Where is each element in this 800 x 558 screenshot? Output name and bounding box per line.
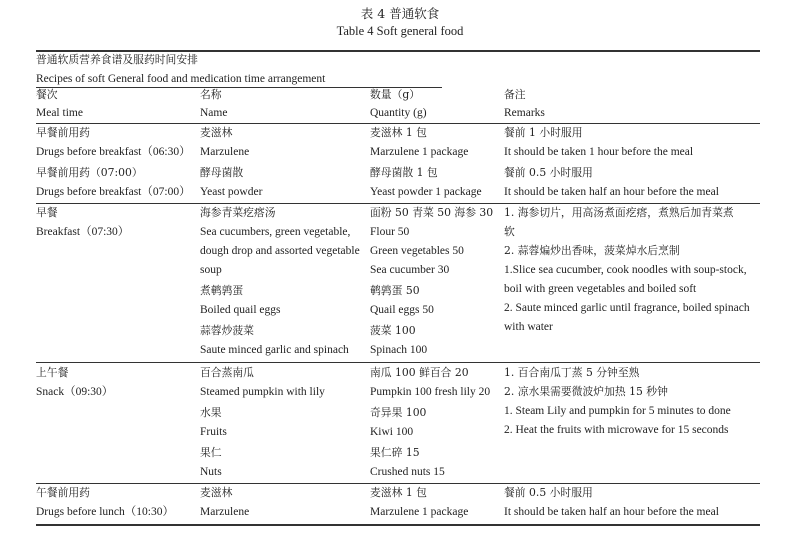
header-meal-en: Meal time	[36, 107, 83, 119]
row4-item2-qty: Kiwi 100	[370, 426, 414, 438]
row1-qty-en: Marzulene 1 package	[370, 146, 469, 158]
row5-meal-zh: 午餐前用药	[36, 486, 90, 499]
table-subtitle-en: Recipes of soft General food and medication time arrangement	[36, 73, 326, 85]
row3-remarks: 1. 海参切片，用高汤煮面疙瘩，煮熟后加青菜煮	[504, 206, 734, 219]
row2-remarks-zh: 餐前 0.5 小时服用	[504, 166, 593, 179]
table-title-en: Table 4 Soft general food	[336, 24, 464, 38]
row4-item3-name-zh: 果仁	[200, 446, 222, 459]
row1-qty-zh: 麦滋林 1 包	[370, 126, 427, 139]
header-name-en: Name	[200, 107, 228, 119]
row3-item1-qty: 面粉 50 青菜 50 海参 30	[370, 206, 494, 219]
row2-name-en: Yeast powder	[200, 186, 263, 198]
row4-item1-qty: Pumpkin 100 fresh lily 20	[370, 386, 491, 398]
header-name-zh: 名称	[200, 88, 222, 101]
table-subtitle-zh: 普通软质营养食谱及服药时间安排	[36, 53, 198, 66]
row3-remarks: boil with green vegetables and boiled soft	[504, 283, 697, 295]
row1-remarks-zh: 餐前 1 小时服用	[504, 126, 583, 139]
row4-meal-zh: 上午餐	[36, 366, 69, 379]
row4-meal-en: Snack（09:30）	[36, 386, 114, 398]
row5-remarks-en: It should be taken half an hour before the meal	[504, 506, 719, 518]
row-rule	[36, 203, 760, 204]
row1-remarks-en: It should be taken 1 hour before the meal	[504, 146, 694, 158]
header-meal-zh: 餐次	[36, 88, 58, 101]
top-rule	[36, 50, 760, 52]
row4-item1-name-zh: 百合蒸南瓜	[200, 366, 254, 379]
row4-item3-qty: 果仁碎 15	[370, 446, 420, 459]
row3-item2-qty: Quail eggs 50	[370, 304, 434, 316]
row5-name-zh: 麦滋林	[200, 486, 233, 499]
row5-meal-en: Drugs before lunch（10:30）	[36, 506, 174, 518]
row3-item3-name-zh: 蒜蓉炒菠菜	[200, 324, 254, 337]
row2-remarks-en: It should be taken half an hour before the meal	[504, 186, 719, 198]
row3-item1-name-zh: 海参青菜疙瘩汤	[200, 206, 276, 219]
row3-item1-name-en: Sea cucumbers, green vegetable,	[200, 226, 351, 238]
row5-qty-en: Marzulene 1 package	[370, 506, 469, 518]
row3-item1-name-en: dough drop and assorted vegetable	[200, 245, 360, 257]
row1-meal-zh: 早餐前用药	[36, 126, 90, 139]
row4-remarks: 1. 百合南瓜丁蒸 5 分钟至熟	[504, 366, 640, 379]
row2-meal-zh: 早餐前用药（07:00）	[36, 166, 143, 179]
row5-remarks-zh: 餐前 0.5 小时服用	[504, 486, 593, 499]
row2-name-zh: 酵母菌散	[200, 166, 244, 179]
row4-item2-name-zh: 水果	[200, 406, 222, 419]
row3-remarks: 2. 蒜蓉煸炒出香味，菠菜焯水后烹制	[504, 244, 680, 257]
row3-item1-qty: Flour 50	[370, 226, 410, 238]
row3-item3-qty: Spinach 100	[370, 344, 428, 356]
row3-remarks: with water	[504, 321, 553, 333]
row3-item2-qty: 鹌鹑蛋 50	[370, 284, 420, 297]
row4-item1-name-en: Steamed pumpkin with lily	[200, 386, 325, 398]
row-rule	[36, 483, 760, 484]
row3-meal-en: Breakfast（07:30）	[36, 226, 130, 238]
row5-qty-zh: 麦滋林 1 包	[370, 486, 427, 499]
header-qty-en: Quantity (g)	[370, 107, 427, 119]
row3-remarks: 软	[504, 225, 515, 238]
row4-item2-qty: 奇异果 100	[370, 406, 427, 419]
row3-remarks: 1.Slice sea cucumber, cook noodles with soup-stock,	[504, 264, 747, 276]
row3-item1-name-en: soup	[200, 264, 222, 276]
row3-item1-qty: Sea cucumber 30	[370, 264, 450, 276]
row1-name-en: Marzulene	[200, 146, 250, 158]
row4-item3-name-en: Nuts	[200, 466, 222, 478]
row3-meal-zh: 早餐	[36, 206, 58, 219]
row2-meal-en: Drugs before breakfast（07:00）	[36, 186, 191, 198]
row4-item1-qty: 南瓜 100 鲜百合 20	[370, 366, 469, 379]
bottom-rule	[36, 524, 760, 526]
table-title-zh: 表 4 普通软食	[360, 6, 440, 21]
row4-remarks: 1. Steam Lily and pumpkin for 5 minutes to done	[504, 405, 731, 417]
row3-item2-name-zh: 煮鹌鹑蛋	[200, 284, 244, 297]
header-qty-zh: 数量（g）	[370, 88, 421, 101]
row3-item3-name-en: Saute minced garlic and spinach	[200, 344, 349, 356]
row5-name-en: Marzulene	[200, 506, 250, 518]
row3-item2-name-en: Boiled quail eggs	[200, 304, 281, 316]
row2-qty-en: Yeast powder 1 package	[370, 186, 482, 198]
row3-item3-qty: 菠菜 100	[370, 324, 416, 337]
row4-item2-name-en: Fruits	[200, 426, 227, 438]
header-rule	[36, 123, 760, 124]
row3-item1-qty: Green vegetables 50	[370, 245, 464, 257]
row-rule	[36, 362, 760, 363]
row1-meal-en: Drugs before breakfast（06:30）	[36, 146, 191, 158]
row1-name-zh: 麦滋林	[200, 126, 233, 139]
row4-item3-qty: Crushed nuts 15	[370, 466, 445, 478]
row3-remarks: 2. Saute minced garlic until fragrance, boiled spinach	[504, 302, 750, 314]
header-remarks-zh: 备注	[504, 88, 526, 101]
header-remarks-en: Remarks	[504, 107, 545, 119]
row4-remarks: 2. 凉水果需要微波炉加热 15 秒钟	[504, 385, 668, 398]
row2-qty-zh: 酵母菌散 1 包	[370, 166, 438, 179]
row4-remarks: 2. Heat the fruits with microwave for 15 seconds	[504, 424, 729, 436]
